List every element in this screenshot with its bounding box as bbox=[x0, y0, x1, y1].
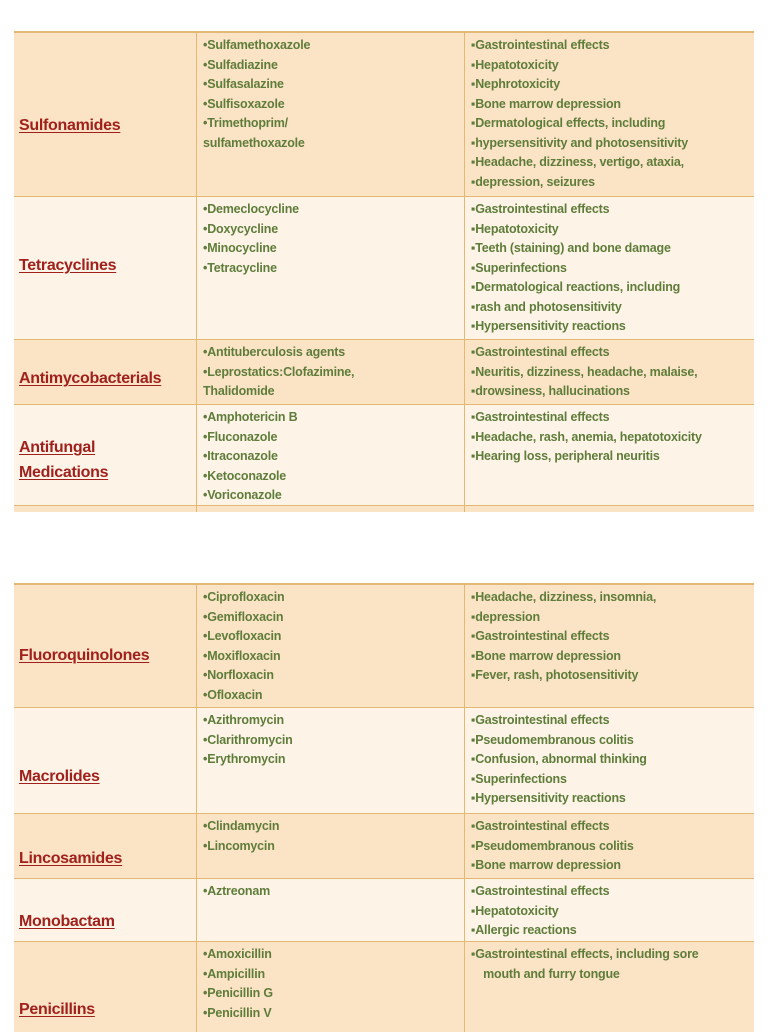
drug-item: • Doxycycline bbox=[203, 220, 464, 240]
drug-item: • Amoxicillin bbox=[203, 945, 464, 965]
effect-item: ▪ Hypersensitivity reactions bbox=[471, 789, 754, 809]
effect-item: ▪ depression, seizures bbox=[471, 173, 754, 193]
effect-item: ▪ Bone marrow depression bbox=[471, 95, 754, 115]
effect-item: ▪ Gastrointestinal effects, including sore bbox=[471, 945, 754, 965]
drug-item: • Sulfasalazine bbox=[203, 75, 464, 95]
drug-item: • Sulfadiazine bbox=[203, 56, 464, 76]
effects-cell bbox=[464, 585, 754, 707]
table-row-tetracyclines bbox=[14, 197, 754, 340]
drug-item: • Norfloxacin bbox=[203, 666, 464, 686]
drug-item: • Penicillin V bbox=[203, 1004, 464, 1024]
effects-cell bbox=[464, 405, 754, 505]
effect-item: ▪ Neuritis, dizziness, headache, malaise, bbox=[471, 363, 754, 383]
effect-item: ▪ hypersensitivity and photosensitivity bbox=[471, 134, 754, 154]
effect-item: ▪ Headache, dizziness, insomnia, bbox=[471, 588, 754, 608]
drug-class-sulfonamides: Sulfonamides bbox=[19, 117, 121, 134]
drug-class-cell bbox=[14, 879, 196, 941]
drugs-cell bbox=[196, 340, 464, 404]
drug-item: • Sulfamethoxazole bbox=[203, 36, 464, 56]
drugs-cell bbox=[196, 708, 464, 813]
drug-class-antifungal: Antifungal bbox=[19, 439, 96, 456]
effect-item: ▪ Superinfections bbox=[471, 770, 754, 790]
drug-item: • Minocycline bbox=[203, 239, 464, 259]
effects-cell bbox=[464, 197, 754, 339]
drug-class-cell bbox=[14, 405, 196, 505]
drug-class-cell bbox=[14, 33, 196, 196]
effect-item: ▪ drowsiness, hallucinations bbox=[471, 382, 754, 402]
table-row-sulfonamides bbox=[14, 33, 754, 197]
drug-class-cell bbox=[14, 585, 196, 707]
effect-item: ▪ Gastrointestinal effects bbox=[471, 627, 754, 647]
drug-item: • Levofloxacin bbox=[203, 627, 464, 647]
drug-class-cell bbox=[14, 708, 196, 813]
effect-item: ▪ Hepatotoxicity bbox=[471, 56, 754, 76]
effect-item: ▪ Pseudomembranous colitis bbox=[471, 731, 754, 751]
drug-item: • Lincomycin bbox=[203, 837, 464, 857]
drug-item: • Trimethoprim/ bbox=[203, 114, 464, 134]
cutoff-cell bbox=[464, 506, 754, 512]
drug-item: • Clindamycin bbox=[203, 817, 464, 837]
cutoff-cell bbox=[14, 506, 196, 512]
drug-class-cell bbox=[14, 814, 196, 878]
cutoff-cell bbox=[196, 506, 464, 512]
effect-item: ▪ Allergic reactions bbox=[471, 921, 754, 941]
effect-item: ▪ Gastrointestinal effects bbox=[471, 711, 754, 731]
effect-item: ▪ Dermatological effects, including bbox=[471, 114, 754, 134]
drug-class-penicillins: Penicillins bbox=[19, 1001, 95, 1018]
effect-item: mouth and furry tongue bbox=[483, 966, 620, 981]
effect-item: ▪ depression bbox=[471, 608, 754, 628]
effects-cell bbox=[464, 814, 754, 878]
effect-item: ▪ Confusion, abnormal thinking bbox=[471, 750, 754, 770]
drug-class-macrolides: Macrolides bbox=[19, 768, 100, 785]
drug-item: • Penicillin G bbox=[203, 984, 464, 1004]
effect-item: ▪ Nephrotoxicity bbox=[471, 75, 754, 95]
effects-cell bbox=[464, 942, 754, 1032]
effect-item: ▪ Hearing loss, peripheral neuritis bbox=[471, 447, 754, 467]
table-row-antifungal-medications bbox=[14, 405, 754, 506]
drug-class-medications: Medications bbox=[19, 464, 109, 481]
drugs-cell bbox=[196, 942, 464, 1032]
drug-item: • Demeclocycline bbox=[203, 200, 464, 220]
table-row-monobactam bbox=[14, 879, 754, 942]
effect-item: ▪ Hypersensitivity reactions bbox=[471, 317, 754, 337]
table-row-lincosamides bbox=[14, 814, 754, 879]
drug-class-monobactam: Monobactam bbox=[19, 913, 115, 930]
drug-class-cell bbox=[14, 942, 196, 1032]
drug-class-tetracyclines: Tetracyclines bbox=[19, 257, 117, 274]
drugs-cell bbox=[196, 197, 464, 339]
drug-item: • Ampicillin bbox=[203, 965, 464, 985]
drugs-cell bbox=[196, 879, 464, 941]
effect-item: ▪ Hepatotoxicity bbox=[471, 902, 754, 922]
effect-item: ▪ Bone marrow depression bbox=[471, 856, 754, 876]
effect-item: ▪ rash and photosensitivity bbox=[471, 298, 754, 318]
effect-item: ▪ Gastrointestinal effects bbox=[471, 36, 754, 56]
drug-item: sulfamethoxazole bbox=[203, 135, 305, 150]
effect-item: ▪ Bone marrow depression bbox=[471, 647, 754, 667]
effects-cell bbox=[464, 708, 754, 813]
antibiotic-table-2 bbox=[14, 583, 754, 1032]
drug-item: • Azithromycin bbox=[203, 711, 464, 731]
effect-item: ▪ Fever, rash, photosensitivity bbox=[471, 666, 754, 686]
drug-item: • Leprostatics:Clofazimine, bbox=[203, 363, 464, 383]
drugs-cell bbox=[196, 585, 464, 707]
drug-class-fluoroquinolones: Fluoroquinolones bbox=[19, 647, 150, 664]
effect-item: ▪ Gastrointestinal effects bbox=[471, 408, 754, 428]
drug-item: • Ketoconazole bbox=[203, 467, 464, 487]
drug-class-antimycobacterials: Antimycobacterials bbox=[19, 370, 162, 387]
drug-item: • Sulfisoxazole bbox=[203, 95, 464, 115]
effect-item: ▪ Headache, rash, anemia, hepatotoxicity bbox=[471, 428, 754, 448]
effect-item: ▪ Pseudomembranous colitis bbox=[471, 837, 754, 857]
effect-item: ▪ Hepatotoxicity bbox=[471, 220, 754, 240]
drug-class-cell bbox=[14, 197, 196, 339]
drug-item: • Fluconazole bbox=[203, 428, 464, 448]
effect-item: ▪ Gastrointestinal effects bbox=[471, 817, 754, 837]
antibiotic-table-1 bbox=[14, 31, 754, 512]
drug-item: • Tetracycline bbox=[203, 259, 464, 279]
drug-item: • Ciprofloxacin bbox=[203, 588, 464, 608]
drugs-cell bbox=[196, 405, 464, 505]
effect-item: ▪ Gastrointestinal effects bbox=[471, 343, 754, 363]
effect-item: ▪ Teeth (staining) and bone damage bbox=[471, 239, 754, 259]
drug-item: • Clarithromycin bbox=[203, 731, 464, 751]
drugs-cell bbox=[196, 814, 464, 878]
drug-item: • Erythromycin bbox=[203, 750, 464, 770]
drug-item: • Aztreonam bbox=[203, 882, 464, 902]
table-row-penicillins bbox=[14, 942, 754, 1032]
effect-item: ▪ Headache, dizziness, vertigo, ataxia, bbox=[471, 153, 754, 173]
effect-item: ▪ Gastrointestinal effects bbox=[471, 200, 754, 220]
drug-item: • Voriconazole bbox=[203, 486, 464, 506]
effect-item: ▪ Gastrointestinal effects bbox=[471, 882, 754, 902]
table-row-antimycobacterials bbox=[14, 340, 754, 405]
drug-class-cell bbox=[14, 340, 196, 404]
drug-item: Thalidomide bbox=[203, 384, 275, 398]
effect-item: ▪ Dermatological reactions, including bbox=[471, 278, 754, 298]
drug-item: • Moxifloxacin bbox=[203, 647, 464, 667]
effects-cell bbox=[464, 879, 754, 941]
table-row-macrolides bbox=[14, 708, 754, 814]
effects-cell bbox=[464, 340, 754, 404]
drug-item: • Amphotericin B bbox=[203, 408, 464, 428]
effects-cell bbox=[464, 33, 754, 196]
drug-class-lincosamides: Lincosamides bbox=[19, 850, 123, 867]
table-row-fluoroquinolones bbox=[14, 585, 754, 708]
drugs-cell bbox=[196, 33, 464, 196]
table-row-cutoff bbox=[14, 506, 754, 512]
effect-item: ▪ Superinfections bbox=[471, 259, 754, 279]
drug-item: • Ofloxacin bbox=[203, 686, 464, 706]
drug-item: • Itraconazole bbox=[203, 447, 464, 467]
drug-item: • Gemifloxacin bbox=[203, 608, 464, 628]
drug-item: • Antituberculosis agents bbox=[203, 343, 464, 363]
